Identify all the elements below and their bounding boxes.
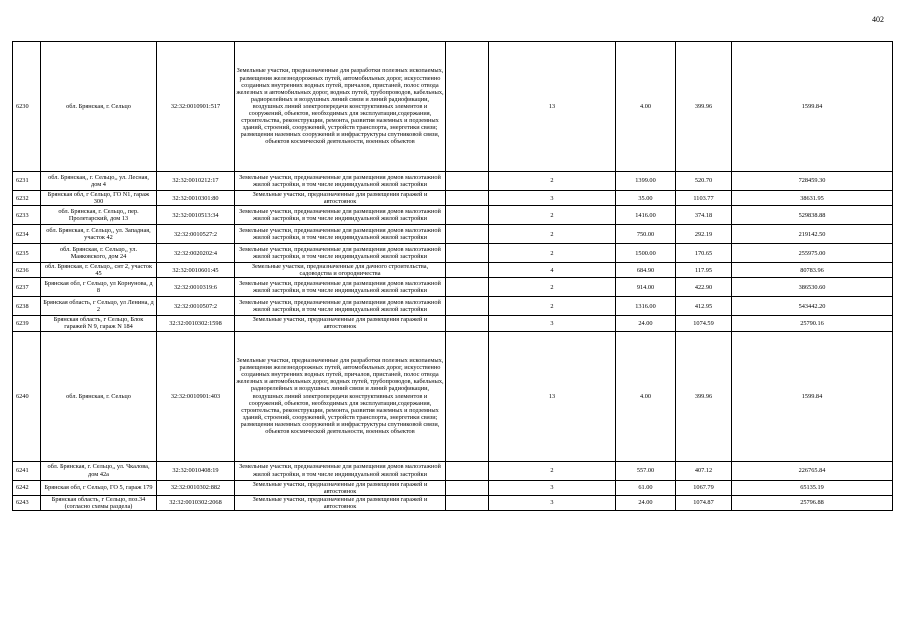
permitted-use-cell: Земельные участки, предназначенные для размещения домов малоэтажной жилой застройки, в том числе индивидуальной жилой застройки: [235, 172, 446, 191]
permitted-use-cell: Земельные участки, предназначенные для размещения домов малоэтажной жилой застройки, в том числе индивидуальной жилой застройки: [235, 206, 446, 225]
row-number-cell: 6232: [13, 191, 41, 206]
group-cell: 3: [489, 495, 616, 510]
area-cell: 4.00: [616, 42, 676, 172]
cadastral-number-cell: 32:32:0010601:45: [157, 263, 235, 278]
permitted-use-cell: Земельные участки, предназначенные для размещения гаражей и автостоянок: [235, 495, 446, 510]
row-number-cell: 6241: [13, 461, 41, 480]
permitted-use-cell: Земельные участки, предназначенные для размещения домов малоэтажной жилой застройки, в том числе индивидуальной жилой застройки: [235, 244, 446, 263]
area-cell: 61.00: [616, 480, 676, 495]
cadastral-value-cell: 226765.84: [732, 461, 893, 480]
specific-value-cell: 399.96: [676, 42, 732, 172]
specific-value-cell: 412.95: [676, 297, 732, 316]
specific-value-cell: 1103.77: [676, 191, 732, 206]
row-number-cell: 6235: [13, 244, 41, 263]
area-cell: 1399.00: [616, 172, 676, 191]
table-row: [13, 225, 893, 244]
address-cell: Брянская область, г Сельцо, Блок гаражей N 9, гараж N 184: [41, 316, 157, 331]
row-number-cell: 6242: [13, 480, 41, 495]
specific-value-cell: 1067.79: [676, 480, 732, 495]
cadastral-value-cell: 529838.88: [732, 206, 893, 225]
specific-value-cell: 422.90: [676, 278, 732, 297]
table-body: [13, 42, 893, 511]
empty-cell: [446, 278, 489, 297]
group-cell: 3: [489, 316, 616, 331]
empty-cell: [446, 42, 489, 172]
area-cell: 4.00: [616, 331, 676, 461]
area-cell: 24.00: [616, 495, 676, 510]
address-cell: обл. Брянская,, г. Сельцо,, ул. Лесная, дом 4: [41, 172, 157, 191]
row-number-cell: 6240: [13, 331, 41, 461]
cadastral-number-cell: 32:32:0010901:403: [157, 331, 235, 461]
address-cell: Брянская обл, г Сельцо, ГО 5, гараж 179: [41, 480, 157, 495]
area-cell: 1416.00: [616, 206, 676, 225]
area-cell: 684.90: [616, 263, 676, 278]
area-cell: 24.00: [616, 316, 676, 331]
cadastral-number-cell: 32:32:0010302:2068: [157, 495, 235, 510]
table-row: [13, 461, 893, 480]
cadastral-number-cell: 32:32:0010301:80: [157, 191, 235, 206]
cadastral-number-cell: 32:32:0010408:19: [157, 461, 235, 480]
specific-value-cell: 1074.87: [676, 495, 732, 510]
address-cell: Брянская обл, г Сельцо, ул Корнунова, д 8: [41, 278, 157, 297]
group-cell: 2: [489, 206, 616, 225]
area-cell: 35.00: [616, 191, 676, 206]
empty-cell: [446, 191, 489, 206]
group-cell: 2: [489, 225, 616, 244]
table-row: [13, 172, 893, 191]
specific-value-cell: 170.65: [676, 244, 732, 263]
cadastral-value-cell: 65135.19: [732, 480, 893, 495]
area-cell: 914.00: [616, 278, 676, 297]
group-cell: 3: [489, 480, 616, 495]
empty-cell: [446, 206, 489, 225]
table-row: [13, 244, 893, 263]
row-number-cell: 6233: [13, 206, 41, 225]
group-cell: 4: [489, 263, 616, 278]
address-cell: обл. Брянская, г. Сельцо,, ул. Чкалова, дом 42а: [41, 461, 157, 480]
group-cell: 2: [489, 297, 616, 316]
area-cell: 1316.00: [616, 297, 676, 316]
cadastral-value-cell: 386530.60: [732, 278, 893, 297]
permitted-use-cell: Земельные участки, предназначенные для размещения гаражей и автостоянок: [235, 480, 446, 495]
address-cell: обл. Брянская, г. Сельцо: [41, 42, 157, 172]
group-cell: 13: [489, 42, 616, 172]
cadastral-number-cell: 32:32:0010212:17: [157, 172, 235, 191]
row-number-cell: 6239: [13, 316, 41, 331]
table-row: [13, 191, 893, 206]
address-cell: Брянская область, г Сельцо, ул Ленина, д 2: [41, 297, 157, 316]
page-number: 402: [872, 15, 884, 24]
area-cell: 750.00: [616, 225, 676, 244]
land-plots-table: [12, 41, 893, 511]
cadastral-number-cell: 32:32:0010507:2: [157, 297, 235, 316]
row-number-cell: 6243: [13, 495, 41, 510]
group-cell: 2: [489, 172, 616, 191]
empty-cell: [446, 480, 489, 495]
empty-cell: [446, 263, 489, 278]
group-cell: 2: [489, 244, 616, 263]
empty-cell: [446, 225, 489, 244]
specific-value-cell: 407.12: [676, 461, 732, 480]
address-cell: обл. Брянская, г. Сельцо: [41, 331, 157, 461]
table-row: [13, 42, 893, 172]
table-row: [13, 331, 893, 461]
cadastral-value-cell: 38631.95: [732, 191, 893, 206]
cadastral-value-cell: 25796.88: [732, 495, 893, 510]
specific-value-cell: 1074.59: [676, 316, 732, 331]
table-row: [13, 297, 893, 316]
permitted-use-cell: Земельные участки, предназначенные для размещения гаражей и автостоянок: [235, 316, 446, 331]
cadastral-number-cell: 32:32:0010319:6: [157, 278, 235, 297]
empty-cell: [446, 495, 489, 510]
area-cell: 557.00: [616, 461, 676, 480]
cadastral-number-cell: 32:32:0020202:4: [157, 244, 235, 263]
address-cell: обл. Брянская, г. Сельцо,, снт 2, участок 45: [41, 263, 157, 278]
table-row: [13, 316, 893, 331]
table-row: [13, 206, 893, 225]
cadastral-value-cell: 543442.20: [732, 297, 893, 316]
specific-value-cell: 374.18: [676, 206, 732, 225]
specific-value-cell: 399.96: [676, 331, 732, 461]
cadastral-number-cell: 32:32:0010302:1598: [157, 316, 235, 331]
permitted-use-cell: Земельные участки, предназначенные для дачного строительства, садоводства и огородничества: [235, 263, 446, 278]
table-row: [13, 278, 893, 297]
cadastral-value-cell: 219142.50: [732, 225, 893, 244]
permitted-use-cell: Земельные участки, предназначенные для размещения домов малоэтажной жилой застройки, в том числе индивидуальной жилой застройки: [235, 225, 446, 244]
specific-value-cell: 520.70: [676, 172, 732, 191]
address-cell: Брянская область, г Сельцо, поз.34 (согласно схемы раздела): [41, 495, 157, 510]
empty-cell: [446, 297, 489, 316]
specific-value-cell: 117.95: [676, 263, 732, 278]
cadastral-value-cell: 25790.16: [732, 316, 893, 331]
permitted-use-cell: Земельные участки, предназначенные для разработки полезных ископаемых, размещения железнодорожных путей, автомобильных дорог, искусственно созданных внутренних водных путей, причалов, пристаней, полос отвода железных и автомобильных дорог, водных путей, трубопроводов, кабельных, радиорелейных и воздушных линий связи и линий радиофикации, воздушных линий электропередачи конструктивных элементов и сооружений, объектов, необходимых для эксплуатации,содержания, строительства, реконструкции, ремонта, развития наземных и подземных зданий, строений, сооружений, устройств транспорта, энергетики связи; размещения наземных сооружений и инфраструктуры спутниковой связи, объектов космической деятельности, военных объектов: [235, 42, 446, 172]
cadastral-value-cell: 1599.84: [732, 42, 893, 172]
table-row: [13, 495, 893, 510]
row-number-cell: 6237: [13, 278, 41, 297]
empty-cell: [446, 172, 489, 191]
empty-cell: [446, 331, 489, 461]
row-number-cell: 6238: [13, 297, 41, 316]
table-row: [13, 263, 893, 278]
cadastral-value-cell: 255975.00: [732, 244, 893, 263]
permitted-use-cell: Земельные участки, предназначенные для размещения домов малоэтажной жилой застройки, в том числе индивидуальной жилой застройки: [235, 278, 446, 297]
empty-cell: [446, 244, 489, 263]
cadastral-value-cell: 80783.96: [732, 263, 893, 278]
permitted-use-cell: Земельные участки, предназначенные для разработки полезных ископаемых, размещения железнодорожных путей, автомобильных дорог, искусственно созданных внутренних водных путей, причалов, пристаней, полос отвода железных и автомобильных дорог, водных путей, трубопроводов, кабельных, радиорелейных и воздушных линий связи и линий радиофикации, воздушных линий электропередачи конструктивных элементов и сооружений, объектов, необходимых для эксплуатации,содержания, строительства, реконструкции, ремонта, развития наземных и подземных зданий, строений, сооружений, устройств транспорта, энергетики связи; размещения наземных сооружений и инфраструктуры спутниковой связи, объектов космической деятельности, военных объектов: [235, 331, 446, 461]
permitted-use-cell: Земельные участки, предназначенные для размещения домов малоэтажной жилой застройки, в том числе индивидуальной жилой застройки: [235, 461, 446, 480]
empty-cell: [446, 316, 489, 331]
area-cell: 1500.00: [616, 244, 676, 263]
address-cell: Брянская обл, г Сельцо, ГО N1, гараж 300: [41, 191, 157, 206]
cadastral-value-cell: 728459.30: [732, 172, 893, 191]
group-cell: 13: [489, 331, 616, 461]
row-number-cell: 6231: [13, 172, 41, 191]
address-cell: обл. Брянская, г. Сельцо,, пер. Пролетарский, дом 13: [41, 206, 157, 225]
group-cell: 3: [489, 191, 616, 206]
group-cell: 2: [489, 278, 616, 297]
cadastral-value-cell: 1599.84: [732, 331, 893, 461]
row-number-cell: 6230: [13, 42, 41, 172]
address-cell: обл. Брянская, г. Сельцо,, ул. Маяковского, дом 24: [41, 244, 157, 263]
cadastral-number-cell: 32:32:0010513:34: [157, 206, 235, 225]
table-row: [13, 480, 893, 495]
cadastral-number-cell: 32:32:0010901:517: [157, 42, 235, 172]
group-cell: 2: [489, 461, 616, 480]
address-cell: обл. Брянская, г. Сельцо,, ул. Западная, участок 42: [41, 225, 157, 244]
cadastral-number-cell: 32:32:0010302:882: [157, 480, 235, 495]
specific-value-cell: 292.19: [676, 225, 732, 244]
empty-cell: [446, 461, 489, 480]
row-number-cell: 6236: [13, 263, 41, 278]
permitted-use-cell: Земельные участки, предназначенные для размещения гаражей и автостоянок: [235, 191, 446, 206]
row-number-cell: 6234: [13, 225, 41, 244]
permitted-use-cell: Земельные участки, предназначенные для размещения домов малоэтажной жилой застройки, в том числе индивидуальной жилой застройки: [235, 297, 446, 316]
cadastral-number-cell: 32:32:0010527:2: [157, 225, 235, 244]
